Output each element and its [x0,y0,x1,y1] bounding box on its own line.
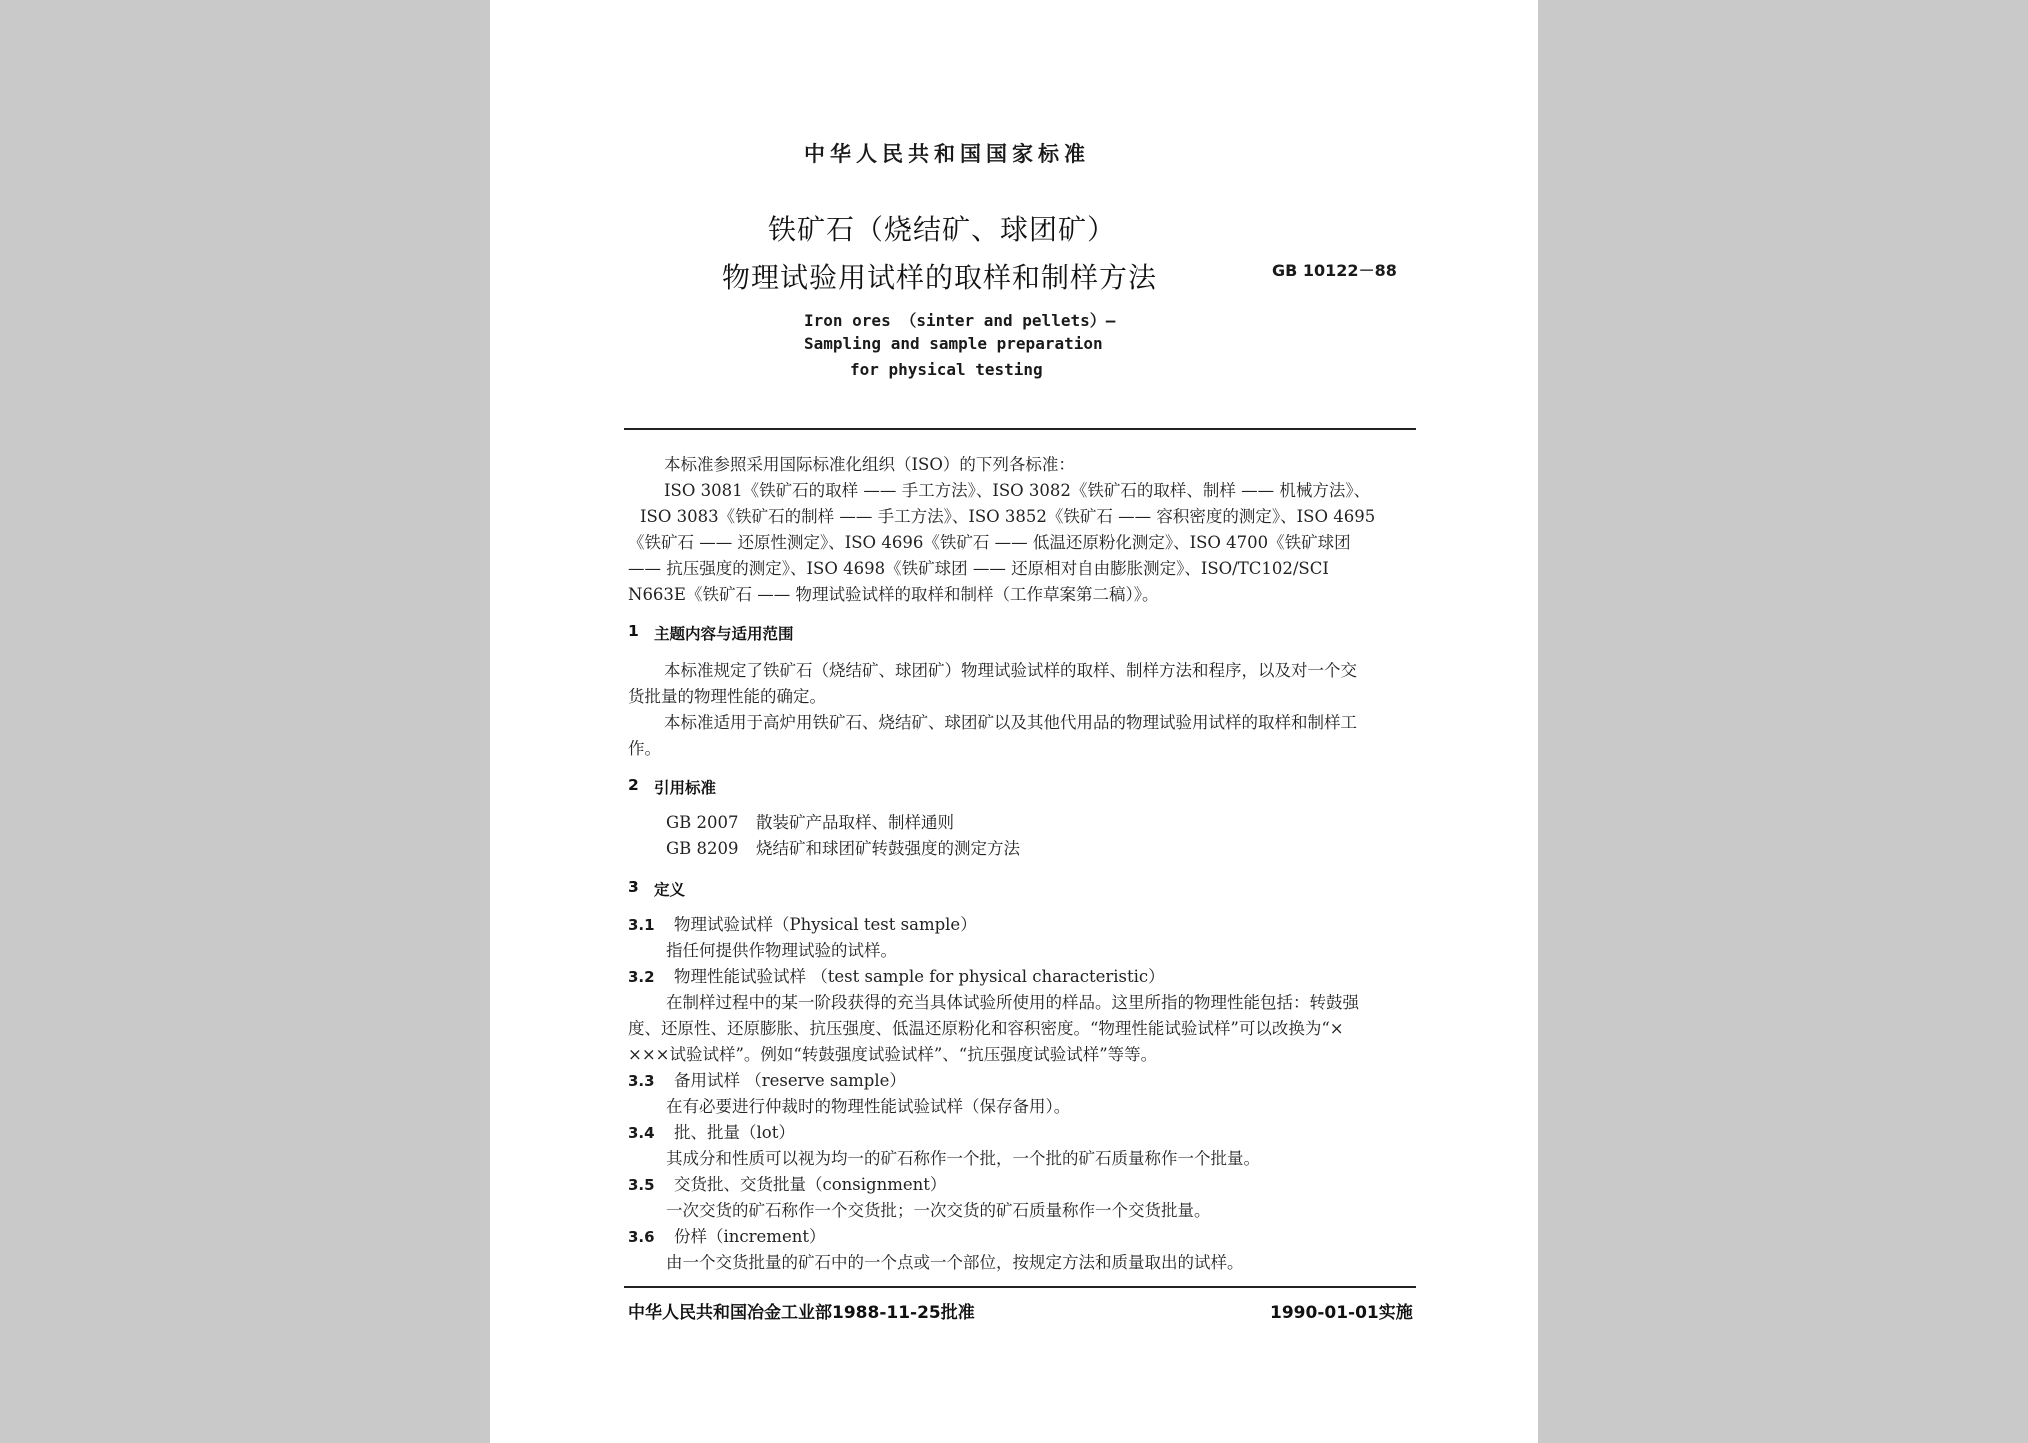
section-1-line: 本标准规定了铁矿石（烧结矿、球团矿）物理试验试样的取样、制样方法和程序，以及对一个交 [664,661,1357,680]
definition-number: 3.1 [628,916,655,934]
definition-number: 3.2 [628,968,655,986]
document-page [490,0,1538,1443]
reference-title: 散装矿产品取样、制样通则 [756,813,954,832]
title-line-1: 铁矿石（烧结矿、球团矿） [768,213,1117,246]
reference-code: GB 8209 [666,839,739,858]
header-rule [624,428,1416,430]
intro-line: 《铁矿石 —— 还原性测定》、ISO 4696《铁矿石 —— 低温还原粉化测定》、ISO 4700《铁矿球团 [628,533,1351,552]
section-1-line: 本标准适用于高炉用铁矿石、烧结矿、球团矿以及其他代用品的物理试验用试样的取样和制样工 [664,713,1357,732]
intro-line: N663E《铁矿石 —— 物理试验试样的取样和制样（工作草案第二稿）》。 [628,585,1159,604]
definition-text: 在制样过程中的某一阶段获得的充当具体试验所使用的样品。这里所指的物理性能包括：转鼓强 [666,993,1359,1012]
publisher-heading: 中华人民共和国国家标准 [804,142,1090,166]
english-title-line-2: Sampling and sample preparation [804,334,1103,353]
definition-text: 由一个交货批量的矿石中的一个点或一个部位，按规定方法和质量取出的试样。 [666,1253,1244,1272]
section-1-heading: 主题内容与适用范围 [654,625,794,643]
section-3-number: 3 [628,878,639,896]
section-2-heading: 引用标准 [654,779,717,797]
definition-term: 物理性能试验试样 （test sample for physical characteristic） [674,967,1165,986]
intro-line: ISO 3081《铁矿石的取样 —— 手工方法》、ISO 3082《铁矿石的取样、制样 —— 机械方法》、 [664,481,1371,500]
effective-date: 1990-01-01实施 [1270,1303,1413,1323]
english-title-line-1: Iron ores （sinter and pellets）— [804,311,1116,330]
section-1-line: 作。 [628,739,661,758]
definition-term: 物理试验试样（Physical test sample） [674,915,977,934]
intro-line: 本标准参照采用国际标准化组织（ISO）的下列各标准： [664,455,1075,474]
definition-number: 3.4 [628,1124,655,1142]
definition-term: 份样（increment） [674,1227,826,1246]
definition-text: 度、还原性、还原膨胀、抗压强度、低温还原粉化和容积密度。“物理性能试验试样”可以改换为“× [628,1019,1344,1038]
definition-text: 一次交货的矿石称作一个交货批；一次交货的矿石质量称作一个交货批量。 [666,1201,1211,1220]
reference-title: 烧结矿和球团矿转鼓强度的测定方法 [756,839,1020,858]
section-3-heading: 定义 [654,881,686,899]
english-title-line-3: for physical testing [850,360,1043,379]
definition-term: 交货批、交货批量（consignment） [674,1175,947,1194]
intro-line: —— 抗压强度的测定》、ISO 4698《铁矿球团 —— 还原相对自由膨胀测定》、ISO/TC102/SCI [628,559,1329,578]
definition-number: 3.3 [628,1072,655,1090]
intro-line: ISO 3083《铁矿石的制样 —— 手工方法》、ISO 3852《铁矿石 —— 容积密度的测定》、ISO 4695 [640,507,1376,526]
standard-code: GB 10122－88 [1272,261,1397,280]
title-line-2: 物理试验用试样的取样和制样方法 [722,261,1158,294]
definition-number: 3.5 [628,1176,655,1194]
footer-rule [624,1286,1416,1288]
definition-term: 备用试样 （reserve sample） [674,1071,906,1090]
section-1-number: 1 [628,622,639,640]
definition-text: 指任何提供作物理试验的试样。 [666,941,897,960]
definition-term: 批、批量（lot） [674,1123,795,1142]
definition-number: 3.6 [628,1228,655,1246]
reference-code: GB 2007 [666,813,739,832]
section-2-number: 2 [628,776,639,794]
definition-text: 其成分和性质可以视为均一的矿石称作一个批，一个批的矿石质量称作一个批量。 [666,1149,1260,1168]
definition-text: 在有必要进行仲裁时的物理性能试验试样（保存备用）。 [666,1097,1071,1116]
approval-note: 中华人民共和国冶金工业部1988-11-25批准 [628,1303,975,1323]
section-1-line: 货批量的物理性能的确定。 [628,687,826,706]
definition-text: ×××试验试样”。例如“转鼓强度试验试样”、“抗压强度试验试样”等等。 [628,1045,1158,1064]
